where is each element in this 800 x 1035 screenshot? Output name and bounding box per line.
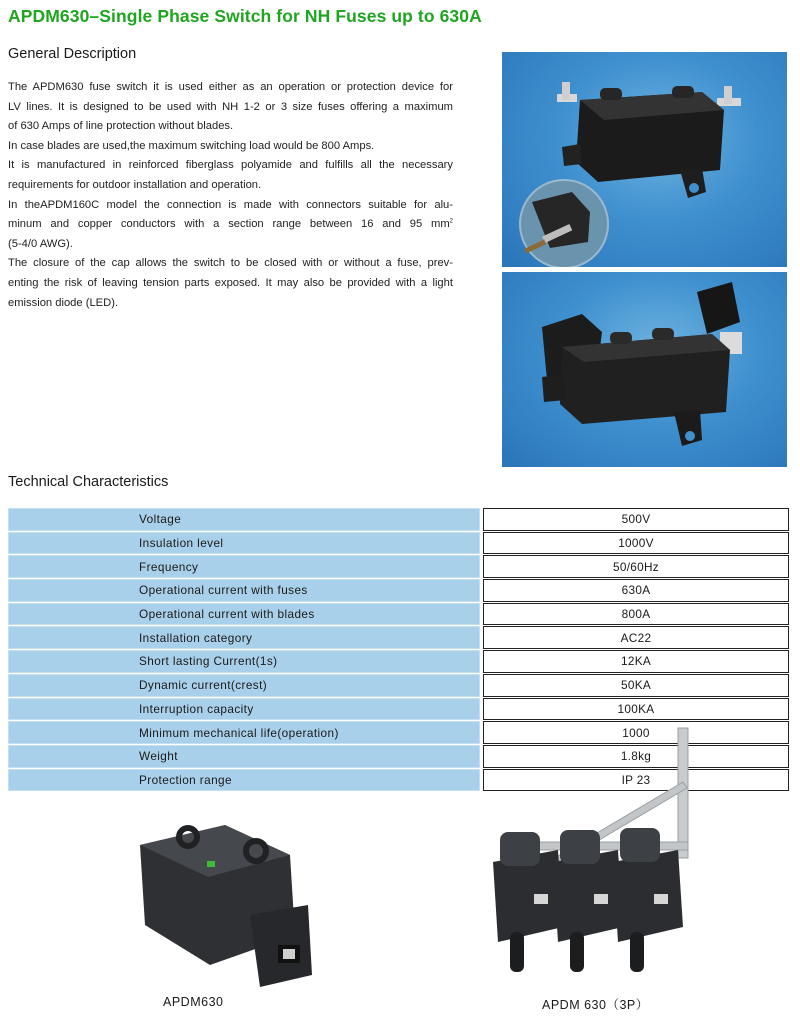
page-title: APDM630–Single Phase Switch for NH Fuses up to 630A	[8, 6, 482, 26]
table-row	[8, 508, 789, 531]
spec-value: 500V	[483, 508, 789, 531]
general-description-heading: General Description	[8, 46, 137, 62]
product-caption-apdm630-3p: APDM 630（3P）	[542, 998, 649, 1012]
description-line: It is manufactured in reinforced fiberglass polyamide and fulfills all the necessary	[8, 159, 453, 172]
description-line: of 630 Amps of line protection without blades.	[8, 120, 234, 133]
product-photo-open	[502, 272, 787, 467]
spec-label: Weight	[8, 745, 480, 768]
description-line: emission diode (LED).	[8, 296, 119, 309]
spec-value: 100KA	[483, 698, 789, 721]
description-line: enting the risk of leaving tension parts exposed. It may also be provided with a light	[8, 276, 453, 289]
description-line: (5-4/0 AWG).	[8, 237, 73, 250]
spec-value: 630A	[483, 579, 789, 602]
spec-value: 1000	[483, 721, 789, 744]
spec-label: Minimum mechanical life(operation)	[8, 721, 480, 744]
spec-label: Protection range	[8, 769, 480, 792]
general-description-text	[8, 78, 453, 313]
superscript-2: 2	[449, 218, 453, 225]
description-line	[8, 215, 453, 235]
description-line: In theAPDM160C model the connection is made with connectors suitable for alu-	[8, 198, 453, 211]
spec-value: 50KA	[483, 674, 789, 697]
description-line: The closure of the cap allows the switch to be closed with or without a fuse, prev-	[8, 257, 453, 270]
product-caption-apdm630: APDM630	[163, 995, 224, 1009]
spec-label: Voltage	[8, 508, 480, 531]
spec-label: Dynamic current(crest)	[8, 674, 480, 697]
spec-value: 1.8kg	[483, 745, 789, 768]
description-line: requirements for outdoor installation and operation.	[8, 178, 262, 191]
description-line: In case blades are used,the maximum switching load would be 800 Amps.	[8, 139, 375, 152]
table-row	[8, 626, 789, 649]
description-line-text: minum and copper conductors with a section range between 16 and 95 mm	[8, 218, 450, 231]
spec-value: AC22	[483, 626, 789, 649]
spec-label: Operational current with blades	[8, 603, 480, 626]
spec-value: 12KA	[483, 650, 789, 673]
spec-value: 1000V	[483, 532, 789, 555]
spec-label: Installation category	[8, 626, 480, 649]
spec-label: Insulation level	[8, 532, 480, 555]
table-row	[8, 603, 789, 626]
technical-characteristics-heading: Technical Characteristics	[8, 474, 169, 490]
table-row	[8, 674, 789, 697]
table-row	[8, 555, 789, 578]
table-row	[8, 698, 789, 721]
description-line: The APDM630 fuse switch it is used either as an operation or protection device for	[8, 81, 453, 93]
apdm630-3p-product-image	[488, 722, 718, 990]
spec-value: IP 23	[483, 769, 789, 792]
spec-label: Operational current with fuses	[8, 579, 480, 602]
spec-value: 800A	[483, 603, 789, 626]
table-row	[8, 532, 789, 555]
table-row	[8, 650, 789, 673]
product-photo-closed	[502, 52, 787, 267]
spec-label: Short lasting Current(1s)	[8, 650, 480, 673]
spec-label: Frequency	[8, 555, 480, 578]
spec-value: 50/60Hz	[483, 555, 789, 578]
apdm630-product-image	[130, 815, 330, 995]
spec-label: Interruption capacity	[8, 698, 480, 721]
table-row	[8, 579, 789, 602]
description-line: LV lines. It is designed to be used with NH 1-2 or 3 size fuses offering a maximum	[8, 100, 453, 113]
